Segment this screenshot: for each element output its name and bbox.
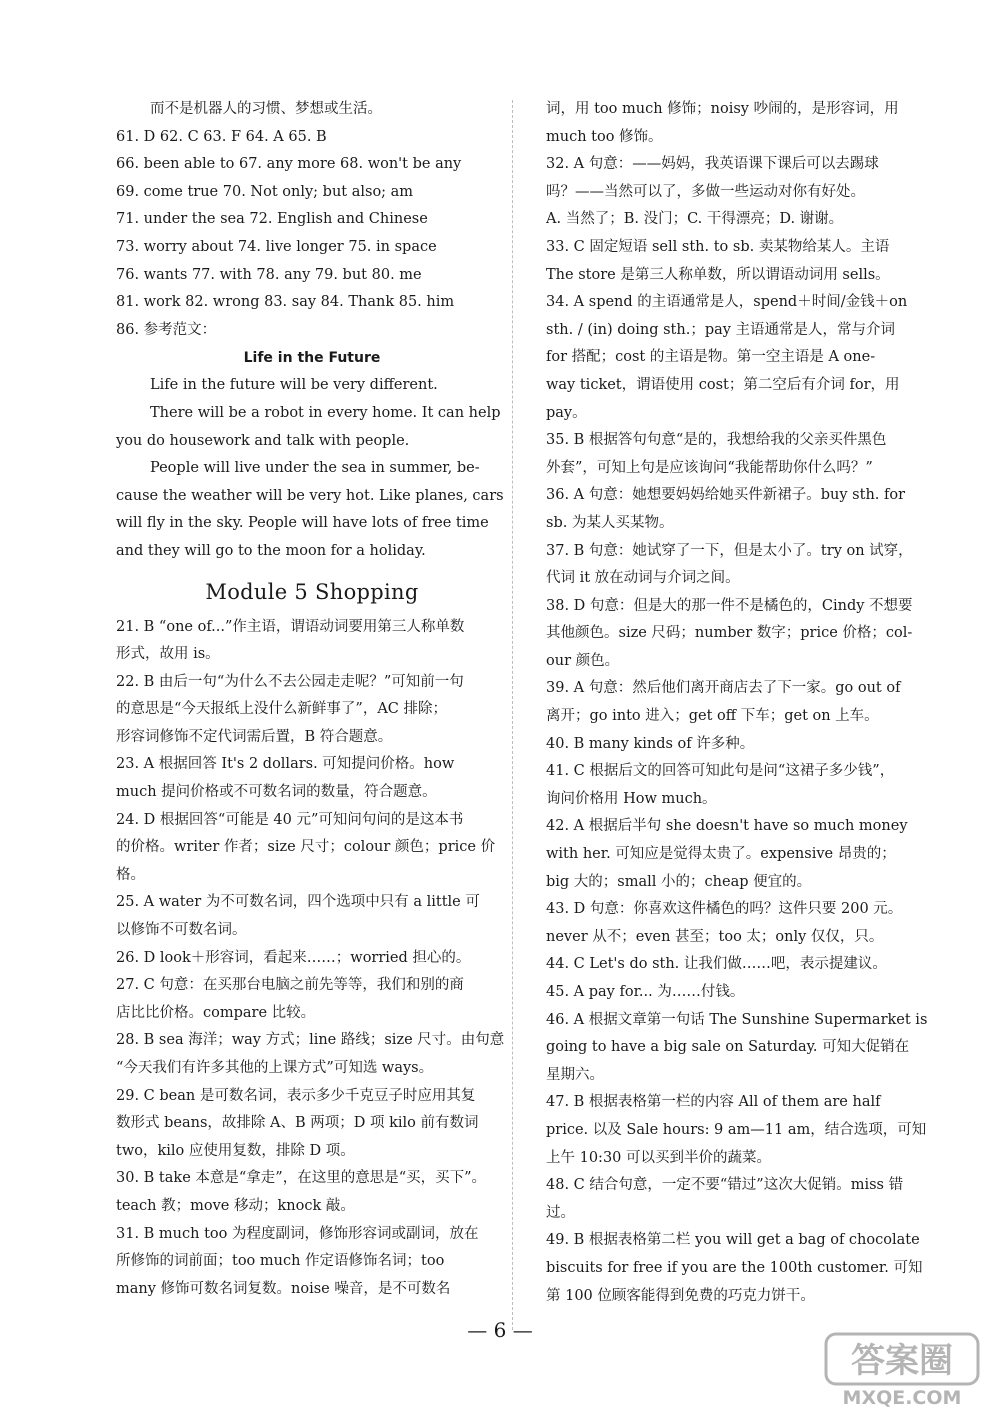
explanation-item [546, 896, 940, 951]
explanation-line: 其他颜色。size 尺码；number 数字；price 价格；col- [546, 625, 913, 642]
essay-line: There will be a robot in every home. It can help [150, 404, 501, 421]
answer-line: 81. work 82. wrong 83. say 84. Thank 85. him [116, 294, 455, 311]
explanation-item [546, 1089, 940, 1172]
explanation-line: 47. B 根据表格第一栏的内容 All of them are half [546, 1094, 881, 1111]
explanation-item [546, 979, 940, 1007]
explanation-item [546, 1007, 940, 1090]
explanation-line: 吗？——当然可以了，多做一些运动对你有好处。 [546, 183, 865, 200]
explanation-line: 形容词修饰不定代词需后置，B 符合题意。 [116, 728, 393, 745]
explanation-line: 询问价格用 How much。 [546, 790, 717, 807]
explanation-item [546, 1172, 940, 1227]
essay-body [116, 372, 508, 565]
explanation-item [546, 675, 940, 730]
explanation-line: 词，用 too much 修饰；noisy 吵闹的，是形容词，用 [546, 101, 899, 117]
page-number: — 6 — [467, 1318, 533, 1342]
explanation-line: A. 当然了；B. 没门；C. 干得漂亮；D. 谢谢。 [546, 211, 844, 228]
explanation-line: The store 是第三人称单数，所以谓语动词用 sells。 [546, 266, 890, 283]
essay-line: cause the weather will be very hot. Like planes, cars [116, 487, 504, 504]
explanation-line: 35. B 根据答句句意“是的，我想给我的父亲买件黑色 [546, 432, 887, 449]
explanation-line: 27. C 句意：在买那台电脑之前先等等，我们和别的商 [116, 977, 464, 994]
explanation-line: 24. D 根据回答“可能是 40 元”可知问句问的是这本书 [116, 811, 464, 828]
explanation-line: 45. A pay for... 为……付钱。 [546, 984, 745, 1000]
answer-line: 71. under the sea 72. English and Chinese [116, 211, 428, 228]
explanation-item [546, 96, 940, 151]
explanation-line: 33. C 固定短语 sell sth. to sb. 卖某物给某人。主语 [546, 238, 890, 255]
explanation-item [116, 669, 508, 752]
explanation-line: 22. B 由后一句“为什么不去公园走走呢？”可知前一句 [116, 673, 464, 690]
explanation-item [546, 234, 940, 289]
explanation-line: 26. D look＋形容词，看起来……；worried 担心的。 [116, 949, 471, 966]
explanation-line: price. 以及 Sale hours: 9 am—11 am，结合选项，可知 [546, 1121, 927, 1138]
essay-line: Life in the future will be very different. [150, 377, 438, 394]
explanation-item [546, 951, 940, 979]
explanation-item [546, 151, 940, 234]
explanation-item [116, 1165, 508, 1220]
essay-line: will fly in the sky. People will have lots of free time [116, 515, 489, 532]
explanation-item [546, 1227, 940, 1310]
left-column [116, 96, 508, 1303]
explanation-line: 星期六。 [546, 1066, 604, 1083]
explanation-item [546, 482, 940, 537]
explanation-item [546, 427, 940, 482]
explanation-line: 30. B take 本意是“拿走”，在这里的意思是“买，买下”。 [116, 1170, 487, 1187]
explanation-line: with her. 可知应是觉得太贵了。expensive 昂贵的； [546, 846, 896, 863]
explanation-item [546, 289, 940, 427]
explanation-line: 42. A 根据后半句 she doesn't have so much money [546, 818, 908, 835]
explanation-item [116, 807, 508, 890]
explanation-item [116, 1027, 508, 1082]
explanation-line: 形式，故用 is。 [116, 646, 220, 663]
explanation-line: much 提问价格或不可数名词的数量，符合题意。 [116, 784, 437, 801]
explanation-item [546, 593, 940, 676]
essay-line: you do housework and talk with people. [116, 432, 410, 449]
explanation-item [116, 889, 508, 944]
essay-line: and they will go to the moon for a holiday. [116, 542, 426, 559]
explanation-line: pay。 [546, 404, 587, 421]
essay-line: People will live under the sea in summer, be- [150, 460, 480, 477]
explanation-line: 43. D 句意：你喜欢这件橘色的吗？这件只要 200 元。 [546, 901, 903, 918]
explanation-line: 的价格。writer 作者；size 尺寸；colour 颜色；price 价 [116, 839, 496, 856]
explanation-line: way ticket，谓语使用 cost；第二空后有介词 for，用 [546, 376, 900, 393]
right-column [546, 96, 940, 1310]
explanation-line: 25. A water 为不可数名词，四个选项中只有 a little 可 [116, 894, 480, 911]
explanation-line: two，kilo 应使用复数，排除 D 项。 [116, 1142, 355, 1159]
explanation-line: 所修饰的词前面；too much 作定语修饰名词；too [116, 1253, 445, 1270]
explanation-line: 第 100 位顾客能得到免费的巧克力饼干。 [546, 1287, 815, 1304]
explanation-item [116, 614, 508, 669]
answer-line: 69. come true 70. Not only; but also; am [116, 183, 414, 200]
explanation-item [546, 813, 940, 896]
explanation-line: 上午 10:30 可以买到半价的蔬菜。 [546, 1149, 772, 1166]
explanation-line: 46. A 根据文章第一句话 The Sunshine Supermarket is [546, 1011, 928, 1028]
explanation-line: our 颜色。 [546, 652, 620, 669]
explanation-line: 36. A 句意：她想要妈妈给她买件新裙子。buy sth. for [546, 487, 906, 504]
explanation-item [116, 1221, 508, 1304]
explanation-line: 48. C 结合句意，一定不要“错过”这次大促销。miss 错 [546, 1177, 904, 1194]
explanation-line: 代词 it 放在动词与介词之间。 [546, 570, 740, 587]
explanation-line: 外套”，可知上句是应该询问“我能帮助你什么吗？” [546, 459, 873, 476]
explanation-line: 37. B 句意：她试穿了一下，但是太小了。try on 试穿， [546, 542, 913, 559]
explanation-line: big 大的；small 小的；cheap 便宜的。 [546, 873, 812, 890]
explanation-line: 31. B much too 为程度副词，修饰形容词或副词，放在 [116, 1225, 479, 1242]
explanation-line: 28. B sea 海洋；way 方式；line 路线；size 尺寸。由句意 [116, 1032, 505, 1049]
essay-title: Life in the Future [243, 350, 381, 367]
explanation-line: 38. D 句意：但是大的那一件不是橘色的，Cindy 不想要 [546, 597, 913, 614]
explanation-line: 40. B many kinds of 许多种。 [546, 735, 755, 752]
watermark-text: 答案圈 [851, 1341, 953, 1381]
explanation-item [546, 758, 940, 813]
explanation-line: biscuits for free if you are the 100th customer. 可知 [546, 1259, 923, 1276]
explanation-line: sb. 为某人买某物。 [546, 514, 674, 531]
explanation-line: 44. C Let's do sth. 让我们做……吧，表示提建议。 [546, 956, 887, 973]
explanation-line: 29. C bean 是可数名词，表示多少千克豆子时应用其复 [116, 1087, 476, 1104]
explanation-line: 32. A 句意：——妈妈，我英语课下课后可以去踢球 [546, 156, 879, 173]
explanation-line: 店比比价格。compare 比较。 [116, 1004, 316, 1021]
explanation-line: sth. / (in) doing sth.；pay 主语通常是人，常与介词 [546, 321, 896, 338]
explanation-item [546, 731, 940, 759]
answer-line: 66. been able to 67. any more 68. won't be any [116, 156, 462, 173]
answer-line: 76. wants 77. with 78. any 79. but 80. me [116, 266, 422, 283]
explanation-line: much too 修饰。 [546, 128, 663, 145]
answer-line: 61. D 62. C 63. F 64. A 65. B [116, 128, 327, 145]
explanation-line: 49. B 根据表格第二栏 you will get a bag of chocolate [546, 1232, 920, 1249]
answer-line: 73. worry about 74. live longer 75. in space [116, 238, 437, 255]
explanation-line: for 搭配；cost 的主语是物。第一空主语是 A one- [546, 349, 876, 366]
explanation-line: 34. A spend 的主语通常是人，spend＋时间/金钱＋on [546, 294, 908, 311]
explanation-line: many 修饰可数名词复数。noise 噪音，是不可数名 [116, 1280, 451, 1297]
explanation-line: going to have a big sale on Saturday. 可知大促销在 [546, 1039, 910, 1056]
explanation-item [116, 945, 508, 973]
explanation-line: 39. A 句意：然后他们离开商店去了下一家。go out of [546, 680, 901, 697]
explanation-line: 数形式 beans，故排除 A、B 两项；D 项 kilo 前有数词 [116, 1115, 479, 1132]
module-title: Module 5 Shopping [205, 579, 419, 604]
explanation-line: teach 教；move 移动；knock 敲。 [116, 1197, 355, 1214]
explanation-line: 离开；go into 进入；get off 下车；get on 上车。 [546, 708, 879, 725]
watermark-url: MXQE.COM [842, 1387, 962, 1409]
explanation-line: 的意思是“今天报纸上没什么新鲜事了”，AC 排除； [116, 701, 447, 718]
explanation-line: 23. A 根据回答 It's 2 dollars. 可知提问价格。how [116, 756, 455, 773]
explanation-line: 21. B “one of...”作主语，谓语动词要用第三人称单数 [116, 618, 465, 635]
watermark-logo [822, 1330, 982, 1410]
explanation-item [116, 972, 508, 1027]
explanation-line: 41. C 根据后文的回答可知此句是问“这裙子多少钱”， [546, 763, 895, 780]
answer-line: 86. 参考范文： [116, 321, 217, 338]
explanation-list-left [116, 614, 508, 1304]
explanation-line: 格。 [116, 866, 145, 883]
explanation-item [116, 751, 508, 806]
explanation-list-right [546, 96, 940, 1310]
explanation-item [546, 538, 940, 593]
explanation-line: “今天我们有许多其他的上课方式”可知选 ways。 [116, 1060, 434, 1076]
explanation-line: never 从不；even 甚至；too 太；only 仅仅，只。 [546, 928, 884, 945]
explanation-line: 以修饰不可数名词。 [116, 922, 247, 939]
explanation-line: 过。 [546, 1204, 575, 1221]
answer-list [116, 96, 508, 344]
column-divider [512, 100, 513, 1330]
answer-line: 而不是机器人的习惯、梦想或生活。 [150, 101, 382, 117]
explanation-item [116, 1083, 508, 1166]
